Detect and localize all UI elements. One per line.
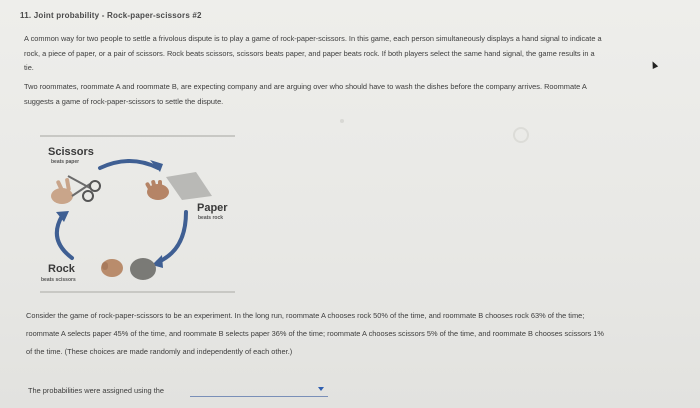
scissors-icon [68,176,100,201]
arrowhead-scissors-to-paper [150,160,163,172]
chevron-down-icon[interactable] [318,387,324,391]
paper-icon [166,172,212,200]
scissors-label: Scissors [48,146,94,158]
rock-icon [130,258,156,280]
scissors-hand-icon [51,178,73,204]
divider-top [40,135,235,137]
answer-prompt: The probabilities were assigned using the [28,386,164,395]
rock-hand-icon [101,259,123,277]
paper-hand-icon [145,180,169,200]
rock-sublabel: beats scissors [41,277,76,283]
intro-paragraph: A common way for two people to settle a frivolous dispute is to play a game of rock-paper-scissors. In this game, each person simultaneously displays a hand signal to indicate a rock, a piece of paper, or a pair of scissors. Rock beats scissors, scissors beats paper, and paper beats rock. If both players select the same hand signal, the game results in a tie. [24,34,602,72]
rock-label: Rock [48,263,75,275]
arrowhead-rock-to-scissors [56,211,69,222]
scissors-sublabel: beats paper [51,159,80,165]
mouse-cursor-icon [650,60,658,69]
scenario-paragraph: Two roommates, roommate A and roommate B, are expecting company and are arguing over who should have to wash the dishes before the company arrives. Roommate A suggests a game of rock-paper-scissors to settle the dispute. [24,82,587,106]
arrow-rock-to-scissors [57,216,72,258]
experiment-paragraph: Consider the game of rock-paper-scissors to be an experiment. In the long run, roommate A chooses rock 50% of the time, and roommate B chooses rock 63% of the time; roommate A selects paper 45% of the time, and roommate B selects paper 36% of the time; roommate A chooses scissors 5% of the time, and roommate B chooses scissors 1% of the time. (These choices are made randomly and independently of each other.) [26,311,604,356]
paper-label: Paper [197,202,228,214]
paper-sublabel: beats rock [198,215,224,221]
arrow-scissors-to-paper [100,161,158,168]
watermark-dot-icon [340,119,344,123]
method-dropdown[interactable] [190,384,328,397]
divider-bottom [40,291,235,293]
arrow-paper-to-rock [158,212,186,262]
watermark-icon [514,128,528,142]
arrowhead-paper-to-rock [152,255,163,268]
question-title: 11. Joint probability - Rock-paper-scissors #2 [20,11,202,20]
